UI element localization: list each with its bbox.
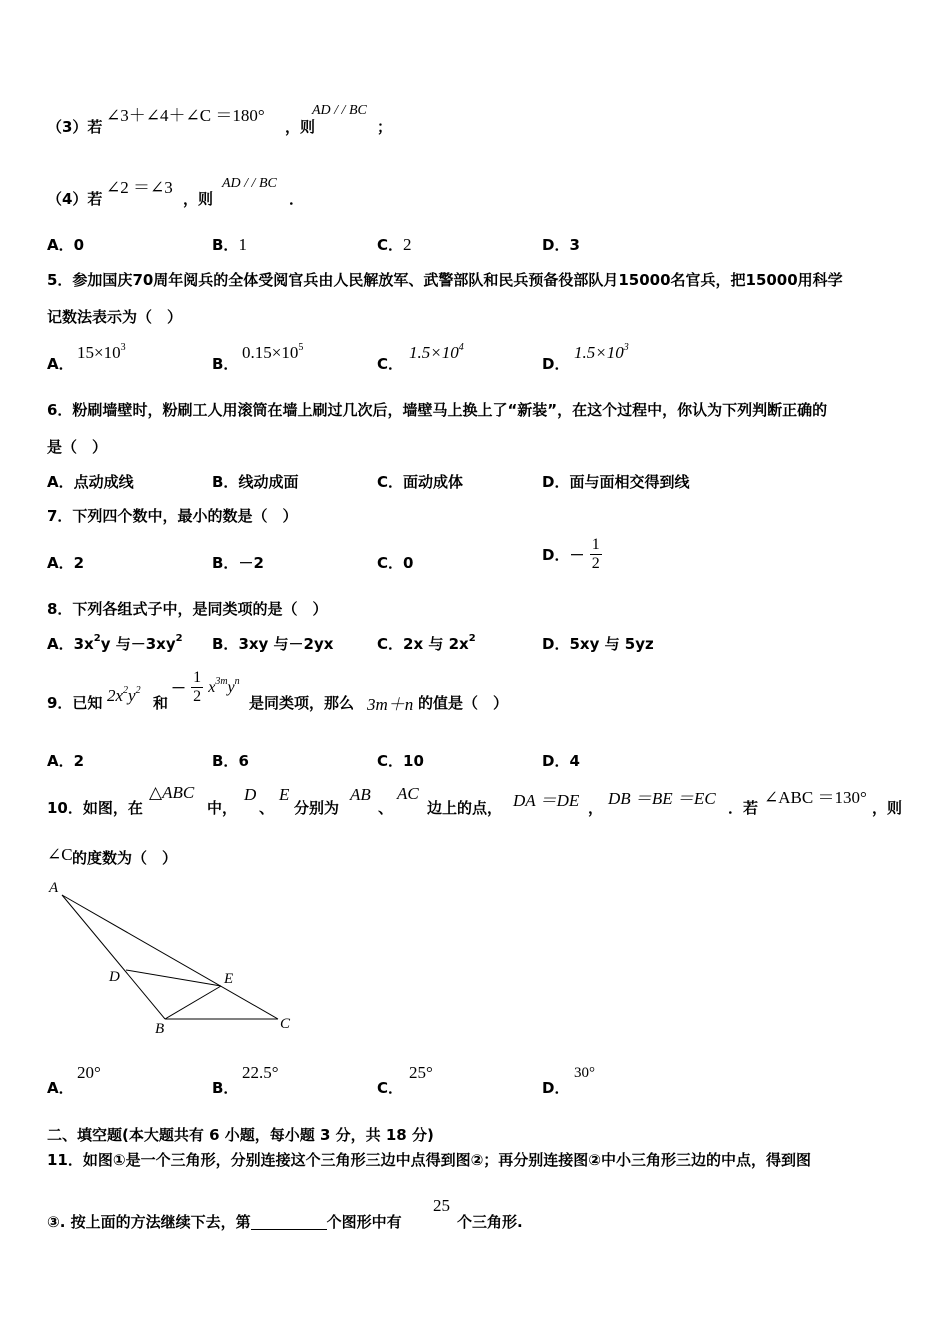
q10-eq3: ∠ABC ＝130° bbox=[764, 788, 867, 807]
q8-option-b: B．3xy 与－2yx bbox=[212, 635, 334, 653]
q6-option-a: A．点动成线 bbox=[47, 473, 134, 491]
q10-eq2: DB ＝BE ＝EC bbox=[608, 789, 716, 808]
q10-s1: 中， bbox=[207, 799, 238, 817]
q10-s2: 、 bbox=[259, 799, 275, 817]
q10-s5: 边上的点， bbox=[427, 799, 503, 817]
q8-option-d: D．5xy 与 5yz bbox=[542, 635, 654, 653]
segment-ac bbox=[62, 895, 278, 1019]
q4-option-a: A．0 bbox=[47, 236, 85, 254]
q8-option-c: C．2x 与 $2x^2$ bbox=[377, 633, 476, 653]
q4-item3-cond: ∠3＋∠4＋∠C ＝180° bbox=[106, 106, 265, 125]
q9-fraction: $\frac{1}{2}$ bbox=[193, 669, 202, 705]
q5-option-d-val: $1.5\times 10^3$ bbox=[574, 342, 629, 362]
q9-option-d: D．4 bbox=[542, 752, 580, 770]
q7-text: 7．下列四个数中，最小的数是（ ） bbox=[47, 507, 298, 525]
q4-item4-concl: AD / / BC bbox=[222, 176, 277, 191]
q10-pre: 10．如图，在 bbox=[47, 799, 143, 817]
q10-option-d-val: 30° bbox=[574, 1065, 595, 1081]
q5-option-c-val: $1.5\times 10^4$ bbox=[409, 342, 464, 362]
label-e: E bbox=[224, 971, 234, 987]
q10-option-c-key: C． bbox=[377, 1079, 404, 1097]
q4-item4-then: ，则 bbox=[183, 190, 214, 208]
q10-d: D bbox=[244, 785, 257, 804]
q10-option-b-key: B． bbox=[212, 1079, 239, 1097]
q9-option-c: C．10 bbox=[377, 752, 424, 770]
q7-option-c: C．0 bbox=[377, 554, 414, 572]
label-c: C bbox=[280, 1016, 291, 1032]
q4-option-b: B．1 bbox=[212, 235, 247, 254]
q10-ac: AC bbox=[397, 784, 419, 803]
q10-s7: ．若 bbox=[728, 799, 759, 817]
q10-option-b-val: 22.5° bbox=[242, 1063, 279, 1082]
q4-item3 bbox=[47, 116, 102, 137]
q6-text-line1: 6．粉刷墙壁时，粉刷工人用滚筒在墙上刷过几次后，墙壁马上换上了“新装”，在这个过程中，你认为下列判断正确的 bbox=[47, 401, 828, 419]
q5-text-line2: 记数法表示为（ ） bbox=[47, 308, 183, 326]
q7-option-b: B．－2 bbox=[212, 554, 264, 572]
q4-option-d: D．3 bbox=[542, 236, 580, 254]
q10-option-d-key: D． bbox=[542, 1079, 570, 1097]
label-d: D bbox=[109, 969, 120, 985]
q9-pre: 9．已知 bbox=[47, 694, 103, 712]
item3-label: （3）若 bbox=[47, 118, 103, 136]
q4-item3-end: ； bbox=[377, 118, 393, 136]
q9-term1: $2x^2y^2$ bbox=[107, 685, 141, 705]
section-title: 二、填空题(本大题共有 6 小题，每小题 3 分，共 18 分) bbox=[47, 1126, 434, 1144]
q10-option-a-key: A． bbox=[47, 1079, 74, 1097]
q5-option-c-key: C． bbox=[377, 355, 404, 373]
q10-tri: △ABC bbox=[149, 783, 195, 802]
q9-option-b: B．6 bbox=[212, 752, 249, 770]
label-a: A bbox=[49, 880, 59, 896]
q9-expr: 3m＋n bbox=[367, 695, 414, 714]
q7-option-d: D．－ $\frac{1}{2}$ bbox=[542, 536, 600, 572]
q5-text-line1: 5．参加国庆70周年阅兵的全体受阅官兵由人民解放军、武警部队和民兵预备役部队月15000名官兵，把15000用科学 bbox=[47, 271, 843, 289]
q11-line2c: 个三角形. bbox=[457, 1213, 523, 1231]
q5-option-b-key: B． bbox=[212, 355, 239, 373]
q4-item4-cond: ∠2 ＝∠3 bbox=[106, 178, 173, 197]
q10-ab: AB bbox=[350, 785, 371, 804]
q10-option-c-val: 25° bbox=[409, 1063, 433, 1082]
q10-s6: ， bbox=[588, 799, 604, 817]
q5-option-b-val: $0.15\times 10^5$ bbox=[242, 342, 304, 362]
q9-and: 和 bbox=[153, 694, 169, 712]
q4-item4-end: ． bbox=[289, 190, 305, 208]
q4-item4-label: （4）若 bbox=[47, 190, 103, 208]
answer-blank[interactable] bbox=[251, 1215, 327, 1230]
q10-option-a-val: 20° bbox=[77, 1063, 101, 1082]
q10-eq1: DA ＝DE bbox=[513, 791, 580, 810]
q9-term2: － $\frac{1}{2}$ $x^{3m}y^n$ bbox=[171, 669, 240, 705]
triangle-figure bbox=[40, 875, 305, 1040]
segment-be bbox=[165, 986, 221, 1019]
q9-option-a: A．2 bbox=[47, 752, 85, 770]
q11-text-line1: 11．如图①是一个三角形，分别连接这个三角形三边中点得到图②；再分别连接图②中小三角形三边的中点，得到图 bbox=[47, 1151, 811, 1169]
q10-e: E bbox=[279, 785, 290, 804]
segment-ab bbox=[62, 895, 165, 1019]
q9-post: 的值是（ ） bbox=[418, 694, 509, 712]
q4-item3-concl: AD / / BC bbox=[312, 103, 367, 118]
q4-option-c: C．2 bbox=[377, 235, 412, 254]
q6-option-d: D．面与面相交得到线 bbox=[542, 473, 690, 491]
q5-option-a-val: $15\times 10^3$ bbox=[77, 342, 126, 362]
q8-text: 8．下列各组式子中，是同类项的是（ ） bbox=[47, 600, 328, 618]
q6-option-b: B．线动成面 bbox=[212, 473, 299, 491]
q9-mid: 是同类项，那么 bbox=[249, 694, 355, 712]
label-b: B bbox=[155, 1021, 165, 1037]
q6-option-c: C．面动成体 bbox=[377, 473, 464, 491]
q8-option-a: A．$3x^2y$ 与$-3xy^2$ bbox=[47, 633, 183, 653]
q4-item3-then: ，则 bbox=[285, 118, 316, 136]
q11-num: 25 bbox=[433, 1196, 450, 1215]
q7-fraction: $\frac{1}{2}$ bbox=[591, 536, 600, 572]
q10-angle: ∠C bbox=[47, 845, 73, 864]
q11-text-line2: ③. 按上面的方法继续下去，第 个图形中有 bbox=[47, 1213, 402, 1231]
q10-line2: 的度数为（ ） bbox=[72, 849, 178, 867]
q10-s3: 分别为 bbox=[294, 799, 340, 817]
q10-s8: ，则 bbox=[872, 799, 903, 817]
q7-option-a: A．2 bbox=[47, 554, 85, 572]
q5-option-a-key: A． bbox=[47, 355, 74, 373]
q6-text-line2: 是（ ） bbox=[47, 438, 108, 456]
q10-s4: 、 bbox=[378, 799, 394, 817]
q5-option-d-key: D． bbox=[542, 355, 570, 373]
